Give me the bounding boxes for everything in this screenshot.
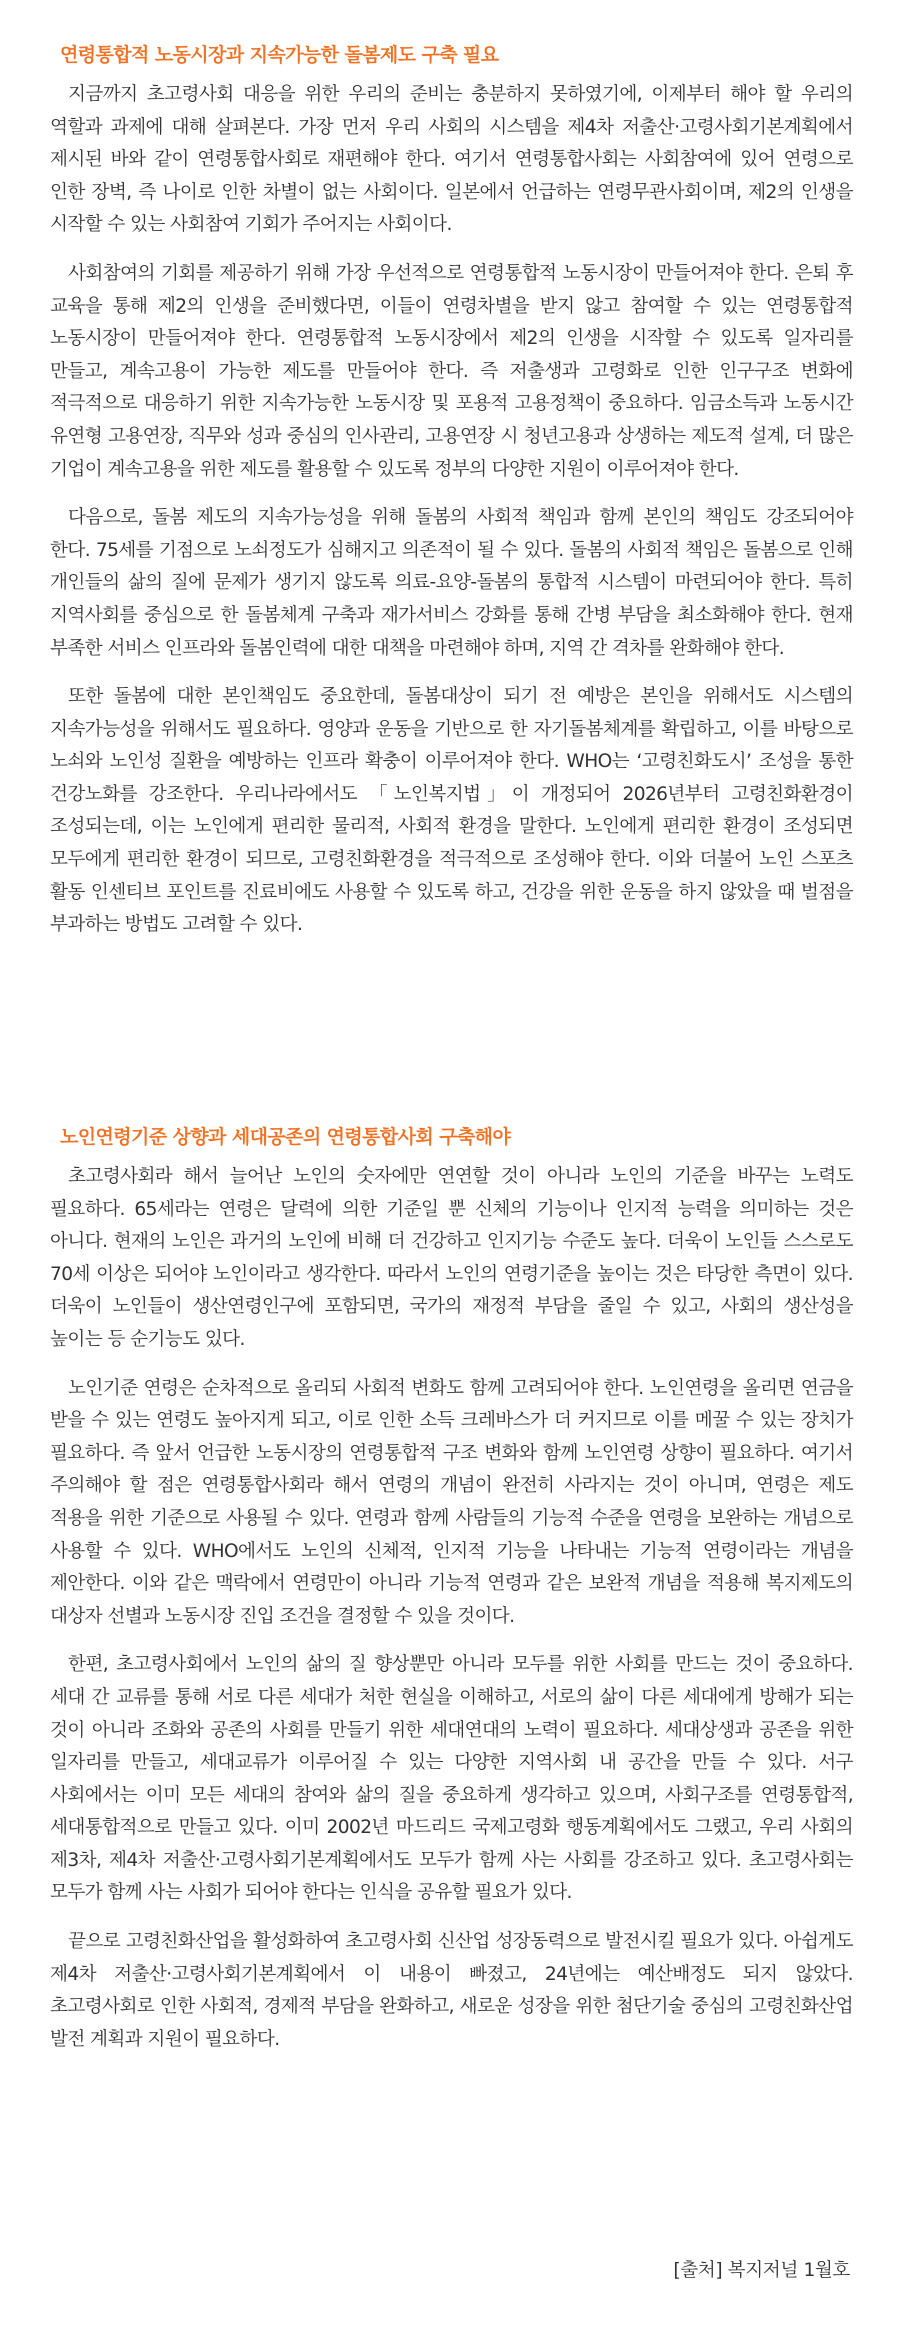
paragraph: 사회참여의 기회를 제공하기 위해 가장 우선적으로 연령통합적 노동시장이 만들어져야 한다. 은퇴 후 교육을 통해 제2의 인생을 준비했다면, 이들이 연령차별을 받지 않고 참여할 수 있는 연령통합적 노동시장이 만들어져야 한다. 연령통합적 노동시장에서 제2의 인생을 시작할 수 있도록 일자리를 만들고, 계속고용이 가능한 제도를 만들어야 한다. 즉 저출생과 고령화로 인한 인구구조 변화에 적극적으로 대응하기 위한 지속가능한 노동시장 및 포용적 고용정책이 중요하다. 임금소득과 노동시간 유연형 고용연장, 직무와 성과 중심의 인사관리, 고용연장 시 청년고용과 상생하는 제도적 설계, 더 많은 기업이 계속고용을 위한 제도를 활용할 수 있도록 정부의 다양한 지원이 이루어져야 한다.: [50, 262, 853, 480]
section-heading: 노인연령기준 상향과 세대공존의 연령통합사회 구축해야: [60, 1126, 511, 1148]
source-citation: [출처] 복지저널 1월호: [673, 2260, 850, 2281]
paragraph: 또한 돌봄에 대한 본인책임도 중요한데, 돌봄대상이 되기 전 예방은 본인을 위해서도 시스템의 지속가능성을 위해서도 필요하다. 영양과 운동을 기반으로 한 자기돌봄체계를 확립하고, 이를 바탕으로 노쇠와 노인성 질환을 예방하는 인프라 확충이 이루어져야 한다. WHO는 ‘고령친화도시’ 조성을 통한 건강노화를 강조한다. 우리나라에서도 「노인복지법」이 개정되어 2026년부터 고령친화환경이 조성되는데, 이는 노인에게 편리한 물리적, 사회적 환경을 말한다. 노인에게 편리한 환경이 조성되면 모두에게 편리한 환경이 되므로, 고령친화환경을 적극적으로 조성해야 한다. 이와 더불어 노인 스포츠 활동 인센티브 포인트를 진료비에도 사용할 수 있도록 하고, 건강을 위한 운동을 하지 않았을 때 벌점을 부과하는 방법도 고려할 수 있다.: [50, 686, 853, 936]
paragraph: 끝으로 고령친화산업을 활성화하여 초고령사회 신산업 성장동력으로 발전시킬 필요가 있다. 아쉽게도 제4차 저출산·고령사회기본계획에서 이 내용이 빠졌고, 24년에는 예산배정도 되지 않았다. 초고령사회로 인한 사회적, 경제적 부담을 완화하고, 새로운 성장을 위한 첨단기술 중심의 고령친화산업 발전 계획과 지원이 필요하다.: [50, 1931, 853, 2050]
section-age-criteria: [50, 1122, 853, 2072]
paragraph: 초고령사회라 해서 늘어난 노인의 숫자에만 연연할 것이 아니라 노인의 기준을 바꾸는 노력도 필요하다. 65세라는 연령은 달력에 의한 기준일 뿐 신체의 기능이나 인지적 능력을 의미하는 것은 아니다. 현재의 노인은 과거의 노인에 비해 더 건강하고 인지기능 수준도 높다. 더욱이 노인들 스스로도 70세 이상은 되어야 노인이라고 생각한다. 따라서 노인의 연령기준을 높이는 것은 타당한 측면이 있다. 더욱이 노인들이 생산연령인구에 포함되면, 국가의 재정적 부담을 줄일 수 있고, 사회의 생산성을 높이는 등 순기능도 있다.: [50, 1166, 853, 1350]
section-labor-care: [50, 40, 853, 958]
paragraph: 다음으로, 돌봄 제도의 지속가능성을 위해 돌봄의 사회적 책임과 함께 본인의 책임도 강조되어야 한다. 75세를 기점으로 노쇠정도가 심해지고 의존적이 될 수 있다. 돌봄의 사회적 책임은 돌봄으로 인해 개인들의 삶의 질에 문제가 생기지 않도록 의료-요양-돌봄의 통합적 시스템이 마련되어야 한다. 특히 지역사회를 중심으로 한 돌봄체계 구축과 재가서비스 강화를 통해 간병 부담을 최소화해야 한다. 현재 부족한 서비스 인프라와 돌봄인력에 대한 대책을 마련해야 하며, 지역 간 격차를 완화해야 한다.: [50, 507, 853, 659]
paragraph: 한편, 초고령사회에서 노인의 삶의 질 향상뿐만 아니라 모두를 위한 사회를 만드는 것이 중요하다. 세대 간 교류를 통해 서로 다른 세대가 처한 현실을 이해하고, 서로의 삶이 다른 세대에게 방해가 되는 것이 아니라 조화와 공존의 사회를 만들기 위한 세대연대의 노력이 필요하다. 세대상생과 공존을 위한 일자리를 만들고, 세대교류가 이루어질 수 있는 다양한 지역사회 내 공간을 만들 수 있다. 서구 사회에서는 이미 모든 세대의 참여와 삶의 질을 중요하게 생각하고 있으며, 사회구조를 연령통합적, 세대통합적으로 만들고 있다. 이미 2002년 마드리드 국제고령화 행동계획에서도 그랬고, 우리 사회의 제3차, 제4차 저출산·고령사회기본계획에서도 모두가 함께 사는 사회를 강조하고 있다. 초고령사회는 모두가 함께 사는 사회가 되어야 한다는 인식을 공유할 필요가 있다.: [50, 1654, 853, 1904]
paragraph: 지금까지 초고령사회 대응을 위한 우리의 준비는 충분하지 못하였기에, 이제부터 해야 할 우리의 역할과 과제에 대해 살펴본다. 가장 먼저 우리 사회의 시스템을 제4차 저출산·고령사회기본계획에서 제시된 바와 같이 연령통합사회로 재편해야 한다. 여기서 연령통합사회는 사회참여에 있어 연령으로 인한 장벽, 즉 나이로 인한 차별이 없는 사회이다. 일본에서 언급하는 연령무관사회이며, 제2의 인생을 시작할 수 있는 사회참여 기회가 주어지는 사회이다.: [50, 84, 853, 236]
section-heading: 연령통합적 노동시장과 지속가능한 돌봄제도 구축 필요: [60, 44, 499, 66]
paragraph: 노인기준 연령은 순차적으로 올리되 사회적 변화도 함께 고려되어야 한다. 노인연령을 올리면 연금을 받을 수 있는 연령도 높아지게 되고, 이로 인한 소득 크레바스가 더 커지므로 이를 메꿀 수 있는 장치가 필요하다. 즉 앞서 언급한 노동시장의 연령통합적 구조 변화와 함께 노인연령 상향이 필요하다. 여기서 주의해야 할 점은 연령통합사회라 해서 연령의 개념이 완전히 사라지는 것이 아니며, 연령은 제도 적용을 위한 기준으로 사용될 수 있다. 연령과 함께 사람들의 기능적 수준을 연령을 보완하는 개념으로 사용할 수 있다. WHO에서도 노인의 신체적, 인지적 기능을 나타내는 기능적 연령이라는 개념을 제안한다. 이와 같은 맥락에서 연령만이 아니라 기능적 연령과 같은 보완적 개념을 적용해 복지제도의 대상자 선별과 노동시장 진입 조건을 결정할 수 있을 것이다.: [50, 1377, 853, 1627]
